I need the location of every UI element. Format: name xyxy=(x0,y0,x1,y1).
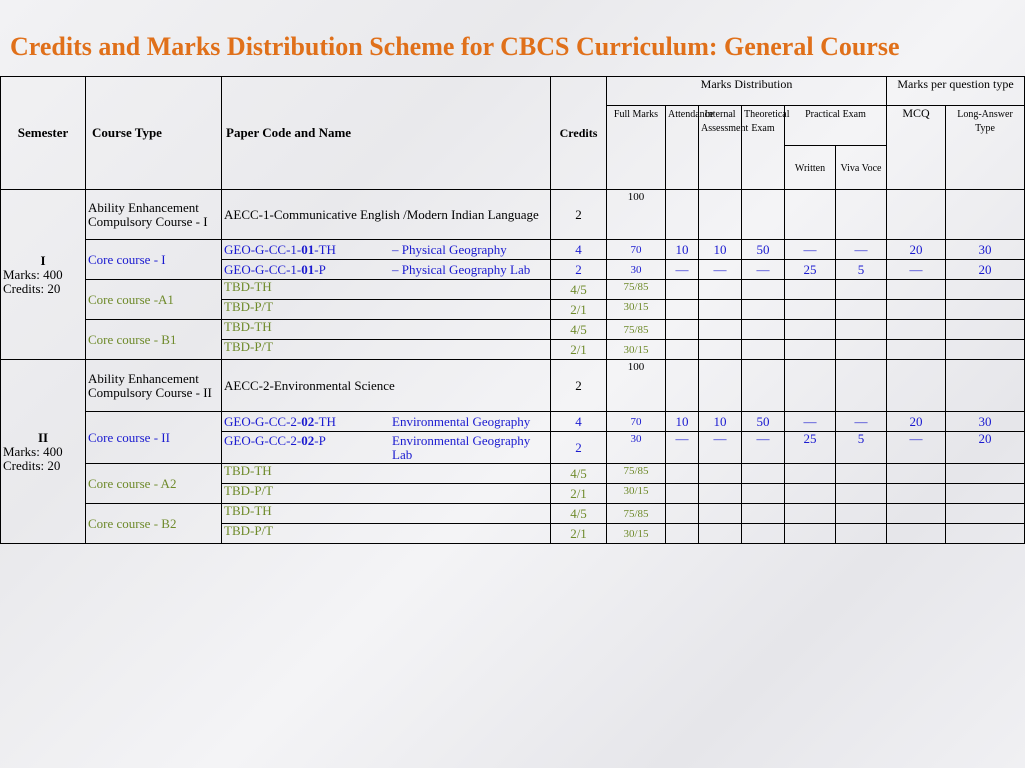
core-p-int: — xyxy=(699,432,742,464)
core-th-mcq: 20 xyxy=(887,240,946,260)
core-th-wr: — xyxy=(785,240,836,260)
ca-th-full: 75/85 xyxy=(607,280,666,300)
ca-p-full: 30/15 xyxy=(607,484,666,504)
core-p-paper: GEO-G-CC-2-02-P Environmental Geography Lab xyxy=(222,432,551,464)
core-p-att: — xyxy=(666,260,699,280)
aecc-credits: 2 xyxy=(551,360,607,412)
page-title: Credits and Marks Distribution Scheme for CBCS Curriculum: General Course xyxy=(10,32,900,61)
cb-th-credits: 4/5 xyxy=(551,504,607,524)
ca-th-full: 75/85 xyxy=(607,464,666,484)
header-attendance: Attendance xyxy=(666,106,699,190)
core-p-mcq: — xyxy=(887,432,946,464)
core-th-full: 70 xyxy=(607,412,666,432)
core-th-theo: 50 xyxy=(742,412,785,432)
core-th-att: 10 xyxy=(666,240,699,260)
core-p-mcq: — xyxy=(887,260,946,280)
cb-type: Core course - B1 xyxy=(86,320,222,360)
core-th-theo: 50 xyxy=(742,240,785,260)
header-theoretical: Theoretical Exam xyxy=(742,106,785,190)
cb-th-paper: TBD-TH xyxy=(222,320,551,340)
core-p-att: — xyxy=(666,432,699,464)
core-p-long: 20 xyxy=(946,432,1025,464)
semester-cell: I Marks: 400 Credits: 20 xyxy=(1,190,86,360)
core-th-int: 10 xyxy=(699,240,742,260)
aecc-type: Ability Enhancement Compulsory Course - I xyxy=(86,190,222,240)
ca-p-credits: 2/1 xyxy=(551,484,607,504)
core-th-full: 70 xyxy=(607,240,666,260)
aecc-paper: AECC-2-Environmental Science xyxy=(222,360,551,412)
core-th-paper: GEO-G-CC-2-02-TH Environmental Geography xyxy=(222,412,551,432)
cb-p-credits: 2/1 xyxy=(551,524,607,544)
core-p-theo: — xyxy=(742,432,785,464)
core-th-credits: 4 xyxy=(551,240,607,260)
header-viva: Viva Voce xyxy=(836,146,887,190)
cb-p-paper: TBD-P/T xyxy=(222,524,551,544)
ca-th-paper: TBD-TH xyxy=(222,280,551,300)
core-p-full: 30 xyxy=(607,260,666,280)
cb-p-paper: TBD-P/T xyxy=(222,340,551,360)
aecc-paper: AECC-1-Communicative English /Modern Indian Language xyxy=(222,190,551,240)
cb-th-paper: TBD-TH xyxy=(222,504,551,524)
core-p-paper: GEO-G-CC-1-01-P – Physical Geography Lab xyxy=(222,260,551,280)
cb-th-full: 75/85 xyxy=(607,504,666,524)
ca-p-credits: 2/1 xyxy=(551,300,607,320)
scheme-table xyxy=(0,76,1025,544)
core-th-wr: — xyxy=(785,412,836,432)
core-th-int: 10 xyxy=(699,412,742,432)
core-th-long: 30 xyxy=(946,240,1025,260)
core-p-credits: 2 xyxy=(551,432,607,464)
core-p-theo: — xyxy=(742,260,785,280)
core-type: Core course - I xyxy=(86,240,222,280)
core-p-credits: 2 xyxy=(551,260,607,280)
aecc-full: 100 xyxy=(607,360,666,412)
core-p-wr: 25 xyxy=(785,432,836,464)
cb-th-full: 75/85 xyxy=(607,320,666,340)
core-p-viva: 5 xyxy=(836,260,887,280)
aecc-credits: 2 xyxy=(551,190,607,240)
cb-p-full: 30/15 xyxy=(607,524,666,544)
header-credits: Credits xyxy=(551,77,607,190)
header-marks-per-question: Marks per question type xyxy=(887,77,1025,106)
core-th-long: 30 xyxy=(946,412,1025,432)
ca-th-paper: TBD-TH xyxy=(222,464,551,484)
core-p-full: 30 xyxy=(607,432,666,464)
ca-th-credits: 4/5 xyxy=(551,464,607,484)
core-p-int: — xyxy=(699,260,742,280)
header-written: Written xyxy=(785,146,836,190)
ca-p-full: 30/15 xyxy=(607,300,666,320)
cb-th-credits: 4/5 xyxy=(551,320,607,340)
core-th-mcq: 20 xyxy=(887,412,946,432)
core-th-credits: 4 xyxy=(551,412,607,432)
aecc-type: Ability Enhancement Compulsory Course - II xyxy=(86,360,222,412)
header-course-type: Course Type xyxy=(86,77,222,190)
semester-cell: II Marks: 400 Credits: 20 xyxy=(1,360,86,544)
core-th-viva: — xyxy=(836,240,887,260)
core-th-att: 10 xyxy=(666,412,699,432)
ca-type: Core course - A2 xyxy=(86,464,222,504)
header-long-answer: Long-Answer Type xyxy=(946,106,1025,190)
core-p-viva: 5 xyxy=(836,432,887,464)
header-semester: Semester xyxy=(1,77,86,190)
header-mcq: MCQ xyxy=(887,106,946,190)
core-p-wr: 25 xyxy=(785,260,836,280)
cb-p-full: 30/15 xyxy=(607,340,666,360)
core-p-long: 20 xyxy=(946,260,1025,280)
header-full-marks: Full Marks xyxy=(607,106,666,190)
ca-p-paper: TBD-P/T xyxy=(222,484,551,504)
cb-type: Core course - B2 xyxy=(86,504,222,544)
ca-type: Core course -A1 xyxy=(86,280,222,320)
aecc-full: 100 xyxy=(607,190,666,240)
core-th-viva: — xyxy=(836,412,887,432)
header-practical: Practical Exam xyxy=(785,106,887,146)
ca-p-paper: TBD-P/T xyxy=(222,300,551,320)
header-paper: Paper Code and Name xyxy=(222,77,551,190)
core-type: Core course - II xyxy=(86,412,222,464)
ca-th-credits: 4/5 xyxy=(551,280,607,300)
core-th-paper: GEO-G-CC-1-01-TH – Physical Geography xyxy=(222,240,551,260)
header-internal: Internal Assessment xyxy=(699,106,742,190)
cb-p-credits: 2/1 xyxy=(551,340,607,360)
header-marks-distribution: Marks Distribution xyxy=(607,77,887,106)
